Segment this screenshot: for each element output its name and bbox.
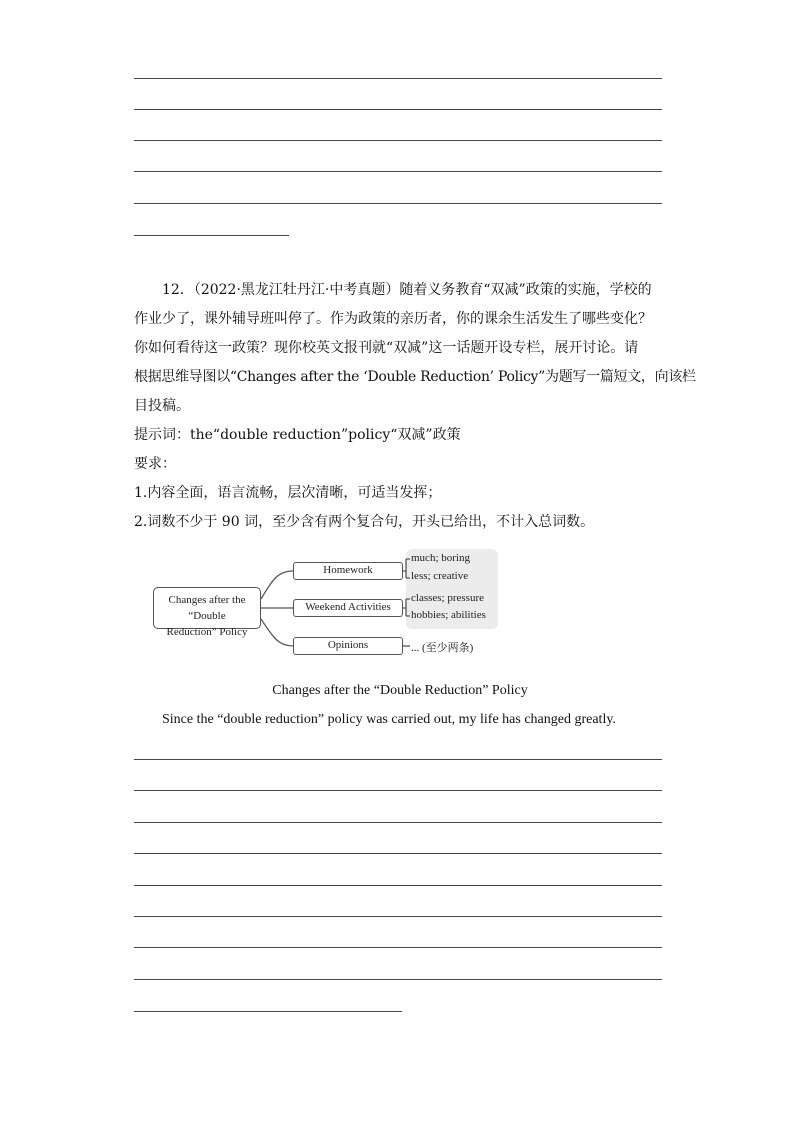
question-line: 你如何看待这一政策？现你校英文报刊就“双减”这一话题开设专栏，展开讨论。请 xyxy=(134,340,639,356)
answer-line xyxy=(134,853,662,854)
mind-map-leaf: classes; pressure xyxy=(411,592,485,604)
central-node-line: Changes after the “Double xyxy=(168,594,246,622)
answer-line xyxy=(134,947,662,948)
mind-map-branch-opinions: Opinions xyxy=(293,637,403,655)
requirements-label: 要求： xyxy=(134,456,176,472)
question-line: 根据思维导图以“Changes after the ‘Double Reduction’ Policy”为题写一篇短文，向该栏 xyxy=(134,369,696,385)
answer-line xyxy=(134,203,662,204)
answer-line xyxy=(134,140,662,141)
essay-title: Changes after the “Double Reduction” Policy xyxy=(272,683,528,698)
central-node-line: Reduction” Policy xyxy=(166,626,248,638)
requirement-item: 2.词数不少于 90 词，至少含有两个复合句，开头已给出，不计入总词数。 xyxy=(134,514,595,530)
answer-line xyxy=(134,822,662,823)
answer-line xyxy=(134,78,662,79)
answer-line-short xyxy=(134,235,289,236)
answer-line xyxy=(134,979,662,980)
mind-map xyxy=(148,549,498,665)
answer-line-short xyxy=(134,1011,402,1012)
answer-line xyxy=(134,790,662,791)
answer-line xyxy=(134,109,662,110)
mind-map-branch-weekend: Weekend Activities xyxy=(293,599,403,617)
mind-map-branch-homework: Homework xyxy=(293,562,403,580)
requirement-item: 1.内容全面，语言流畅，层次清晰，可适当发挥； xyxy=(134,485,442,501)
answer-line xyxy=(134,759,662,760)
question-line: 目投稿。 xyxy=(134,398,190,414)
mind-map-leaf: less; creative xyxy=(411,570,469,582)
answer-line xyxy=(134,885,662,886)
essay-opening-sentence: Since the “double reduction” policy was carried out, my life has changed greatly. xyxy=(162,712,616,727)
hint-text: 提示词：the“double reduction”policy“双减”政策 xyxy=(134,427,461,443)
question-line: 12．（2022·黑龙江牡丹江·中考真题）随着义务教育“双减”政策的实施，学校的 xyxy=(162,282,652,298)
mind-map-central-node xyxy=(153,587,261,638)
answer-line xyxy=(134,916,662,917)
answer-line xyxy=(134,171,662,172)
question-block xyxy=(134,276,696,537)
mind-map-leaf: hobbies; abilities xyxy=(411,609,486,621)
mind-map-leaf: much; boring xyxy=(411,552,470,564)
question-line: 作业少了，课外辅导班叫停了。作为政策的亲历者，你的课余生活发生了哪些变化？ xyxy=(134,311,652,327)
mind-map-leaf: ... (至少两条) xyxy=(411,642,474,654)
